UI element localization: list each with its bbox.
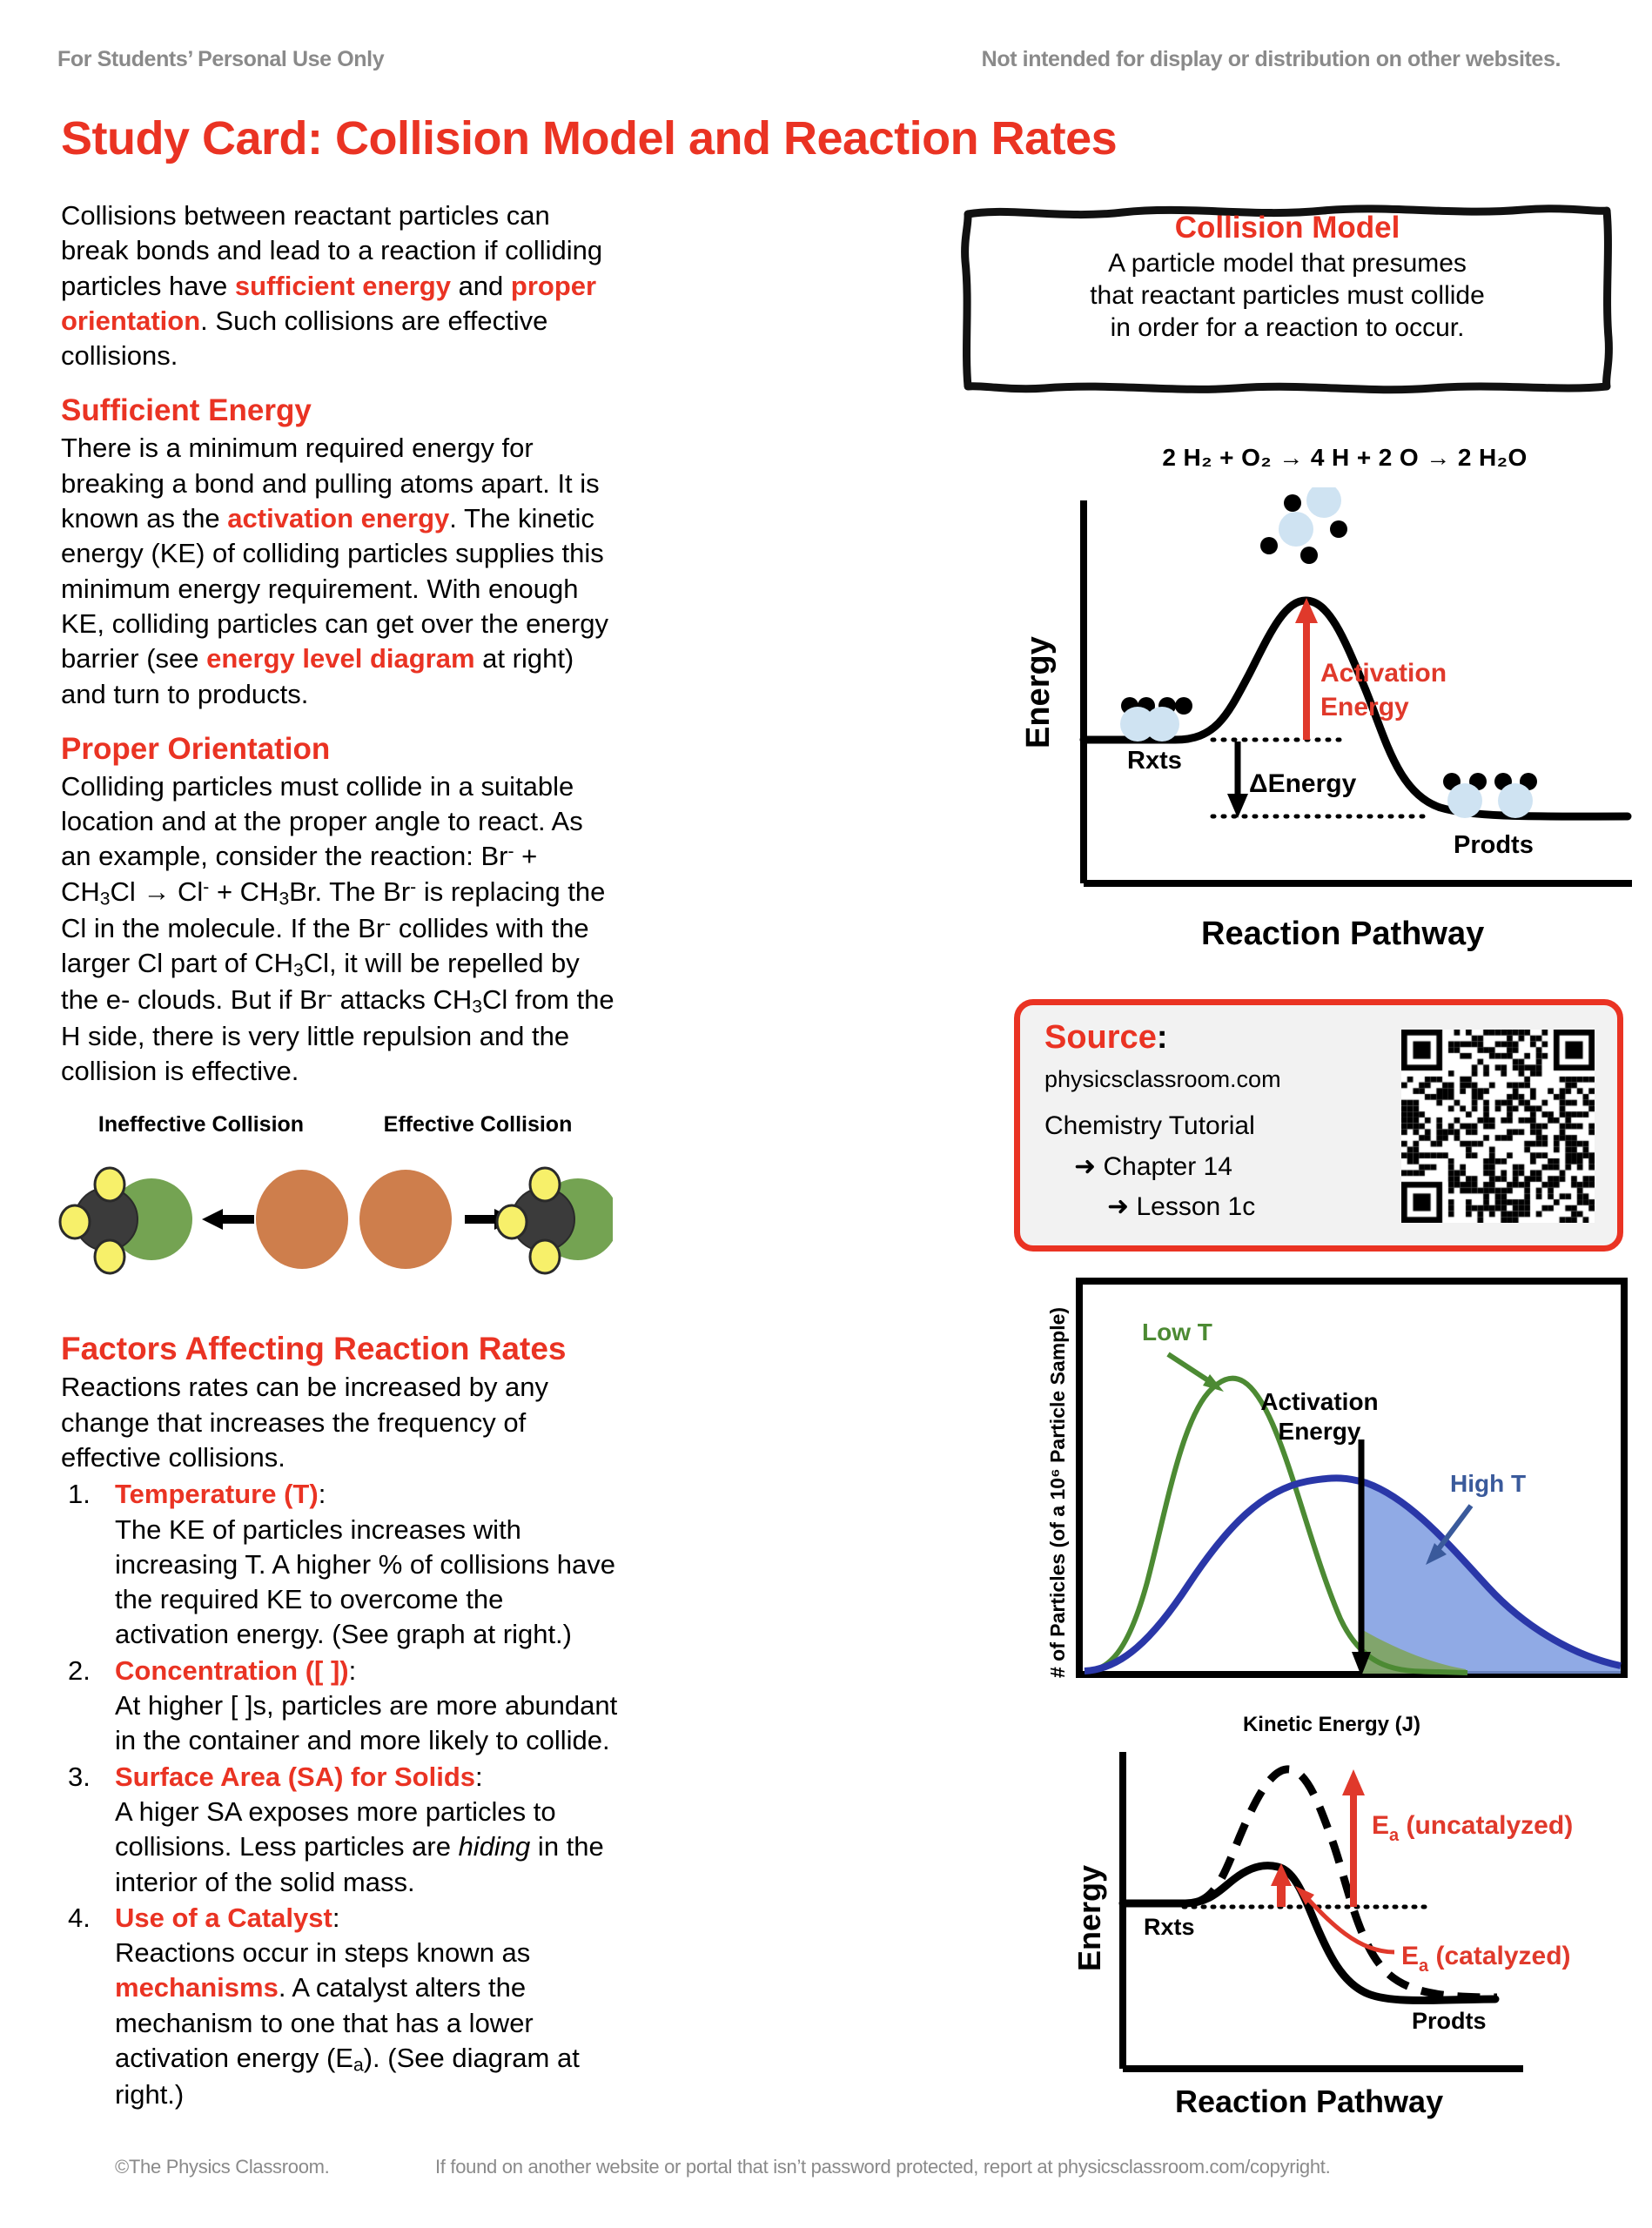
hydrogen-atom-effective-3 bbox=[530, 1240, 560, 1273]
reactant-particles bbox=[1120, 697, 1192, 742]
collision-model-line-1: A particle model that presumes bbox=[1108, 249, 1467, 278]
po-sub-3: 3 bbox=[293, 960, 304, 981]
factor-colon: : bbox=[318, 1479, 326, 1510]
source-line-3-text: Lesson 1c bbox=[1136, 1192, 1256, 1221]
mb-y-axis-label: # of Particles (of a 10⁶ Particle Sample) bbox=[1046, 1306, 1069, 1678]
header-left-notice: For Students’ Personal Use Only bbox=[57, 47, 385, 71]
x-axis-label: Reaction Pathway bbox=[1201, 916, 1485, 952]
collision-model-line-2: that reactant particles must collide bbox=[1090, 281, 1485, 311]
source-url[interactable]: physicsclassroom.com bbox=[1044, 1066, 1281, 1092]
po-sub-4: 3 bbox=[472, 997, 482, 1017]
factors-intro: Reactions rates can be increased by any change that increases the frequency of effective collisions. bbox=[61, 1372, 549, 1473]
arrow-icon: ➜ bbox=[1107, 1192, 1130, 1221]
mb-x-axis-label: Kinetic Energy (J) bbox=[1242, 1713, 1421, 1736]
transition-state-particles bbox=[1260, 487, 1347, 564]
factor-term: Surface Area (SA) for Solids bbox=[115, 1761, 476, 1792]
mb-chart-svg bbox=[1074, 1278, 1631, 1704]
factor-body-italic: hiding bbox=[458, 1831, 531, 1862]
low-t-label: Low T bbox=[1142, 1319, 1212, 1346]
factor-colon: : bbox=[332, 1902, 340, 1933]
rxts-label: Rxts bbox=[1144, 1914, 1195, 1940]
po-sup-5: - bbox=[326, 985, 333, 1006]
factor-body bbox=[115, 1936, 622, 2112]
po-text-5: Br. The Br bbox=[289, 876, 411, 907]
po-sub-1: 3 bbox=[99, 889, 111, 909]
x-axis-label: Reaction Pathway bbox=[1175, 2084, 1444, 2119]
high-t-label: High T bbox=[1450, 1470, 1527, 1497]
factor-number: 4. bbox=[68, 1902, 91, 1933]
se-text-1: There is a minimum required energy for breaking a bond and pulling atoms apart. It is known as the bbox=[61, 433, 600, 534]
heading-factors: Factors Affecting Reaction Rates bbox=[61, 1331, 567, 1366]
list-item bbox=[61, 1901, 622, 2113]
sufficient-energy-paragraph bbox=[61, 431, 618, 711]
po-text-8: Cl, it will be repelled by the e- clouds. But if Br bbox=[61, 948, 580, 1016]
factor-body-a: Reactions occur in steps known as bbox=[115, 1937, 531, 1969]
factor-term: Concentration ([ ]) bbox=[115, 1654, 349, 1686]
arrow-icon: ➜ bbox=[1074, 1152, 1097, 1181]
ineffective-collision-caption: Ineffective Collision bbox=[97, 1112, 305, 1137]
intro-bold-2: proper orientation bbox=[61, 270, 597, 336]
y-axis-label: Energy bbox=[1071, 1864, 1107, 1971]
catalyst-diagram-svg bbox=[1053, 1736, 1652, 2137]
factor-body-b: in the interior of the solid mass. bbox=[115, 1831, 604, 1897]
delta-energy-arrow bbox=[1227, 742, 1248, 818]
po-text-1: Colliding particles must collide in a suitable location and at the proper angle to react. As an example, consider the reaction: Br bbox=[61, 770, 583, 872]
y-axis-label: Energy bbox=[1020, 636, 1057, 748]
collision-model-title: Collision Model bbox=[1174, 211, 1400, 245]
hydrogen-atom-effective-2 bbox=[497, 1205, 527, 1238]
se-bold-2: energy level diagram bbox=[206, 643, 475, 674]
heading-proper-orientation: Proper Orientation bbox=[61, 731, 331, 766]
page-title: Study Card: Collision Model and Reaction Rates bbox=[61, 112, 1118, 164]
effective-collision-caption: Effective Collision bbox=[383, 1112, 573, 1137]
mb-y-axis-label-wrap bbox=[1022, 1278, 1069, 1687]
po-text-10: Cl from the H side, there is very little repulsion and the collision is effective. bbox=[61, 984, 614, 1087]
factor-number: 2. bbox=[68, 1654, 91, 1686]
po-sup-2: - bbox=[203, 876, 210, 897]
po-sup-3: - bbox=[410, 876, 417, 897]
source-label bbox=[1044, 1019, 1167, 1057]
intro-text-3: . Such collisions are effective collisions. bbox=[61, 305, 548, 372]
factor-body-b: . A catalyst alters the mechanism to one that has a lower activation energy (E bbox=[115, 1972, 534, 2074]
factor-term: Use of a Catalyst bbox=[115, 1902, 332, 1933]
energy-diagram-svg bbox=[988, 487, 1649, 988]
intro-text-2: and bbox=[450, 270, 511, 301]
list-item bbox=[61, 1477, 622, 1652]
delta-energy-label: ΔEnergy bbox=[1249, 769, 1357, 798]
po-sup-1: - bbox=[507, 842, 514, 862]
rxts-label: Rxts bbox=[1127, 747, 1182, 775]
collision-model-content bbox=[957, 198, 1617, 395]
hydrogen-atom-ineffective-1 bbox=[95, 1168, 124, 1201]
source-line-2 bbox=[1074, 1151, 1232, 1182]
activation-energy-label-line1: Activation bbox=[1260, 1388, 1379, 1415]
prodts-label: Prodts bbox=[1412, 2008, 1487, 2034]
se-text-3: at right) and turn to products. bbox=[61, 643, 574, 709]
activation-energy-label-line2: Energy bbox=[1278, 1418, 1361, 1445]
po-sup-4: - bbox=[385, 913, 392, 934]
reaction-equation: 2 H₂ + O₂ → 4 H + 2 O → 2 H₂O bbox=[1162, 444, 1528, 471]
factors-list bbox=[61, 1477, 622, 2112]
prodts-label: Prodts bbox=[1454, 831, 1534, 859]
source-label-text: Source bbox=[1044, 1019, 1157, 1056]
factors-section bbox=[61, 1330, 622, 2113]
list-item bbox=[61, 1760, 622, 1900]
intro-paragraph bbox=[61, 198, 618, 373]
factor-body: The KE of particles increases with increasing T. A higher % of collisions have the required KE to overcome the activation energy. (See graph at right.) bbox=[115, 1513, 615, 1650]
bromine-atom-ineffective bbox=[256, 1170, 348, 1269]
po-text-3: Cl → Cl bbox=[110, 876, 204, 907]
ea-uncatalyzed-label: $E_a$ (uncatalyzed) bbox=[1372, 1811, 1574, 1845]
arrow-left-ineffective bbox=[202, 1209, 254, 1230]
activation-energy-label-line2: Energy bbox=[1320, 693, 1409, 721]
factor-body bbox=[115, 1795, 622, 1900]
collision-model-line-3: in order for a reaction to occur. bbox=[1110, 313, 1465, 343]
collision-model-box bbox=[957, 198, 1617, 395]
source-line-1: Chemistry Tutorial bbox=[1044, 1111, 1255, 1140]
heading-sufficient-energy: Sufficient Energy bbox=[61, 393, 312, 428]
maxwell-boltzmann-chart bbox=[1027, 1278, 1636, 1748]
qr-code-icon[interactable] bbox=[1401, 1030, 1595, 1223]
se-text-2: . The kinetic energy (KE) of colliding particles supplies this minimum energy requirement. With enough KE, colliding particles can get over the energy barrier (see bbox=[61, 503, 608, 674]
source-line-2-text: Chapter 14 bbox=[1103, 1152, 1232, 1181]
activation-energy-arrow bbox=[1295, 598, 1318, 740]
factor-body-sub: a bbox=[353, 2055, 364, 2076]
po-text-9: attacks CH bbox=[332, 984, 473, 1016]
factor-colon: : bbox=[475, 1761, 483, 1792]
header-right-notice: Not intended for display or distribution on other websites. bbox=[981, 47, 1561, 71]
po-text-6: is replacing the Cl in the molecule. If the Br bbox=[61, 876, 606, 943]
se-bold-1: activation energy bbox=[227, 503, 450, 534]
activation-energy-label-line1: Activation bbox=[1320, 659, 1447, 688]
hydrogen-atom-effective-1 bbox=[530, 1168, 560, 1201]
factor-term: Temperature (T) bbox=[115, 1479, 319, 1510]
source-line-3 bbox=[1107, 1191, 1255, 1222]
source-label-colon: : bbox=[1156, 1019, 1168, 1056]
left-column bbox=[61, 198, 618, 1090]
po-text-7: collides with the larger Cl part of CH bbox=[61, 912, 589, 979]
energy-level-diagram bbox=[988, 444, 1649, 983]
factor-body-a: A higer SA exposes more particles to collisions. Less particles are bbox=[115, 1795, 556, 1862]
po-text-2: + CH bbox=[61, 841, 538, 907]
factor-body-bold: mechanisms bbox=[115, 1972, 279, 2003]
bromine-atom-effective bbox=[359, 1170, 452, 1269]
collision-figures bbox=[56, 1112, 613, 1286]
collision-figures-svg bbox=[56, 1154, 613, 1285]
intro-text-1: Collisions between reactant particles can break bonds and lead to a reaction if colliding particles have bbox=[61, 200, 603, 301]
factor-number: 1. bbox=[68, 1479, 91, 1510]
catalyst-energy-diagram bbox=[1053, 1736, 1652, 2137]
footer-notice: If found on another website or portal that isn’t password protected, report at physicsclassroom.com/copyright. bbox=[435, 2156, 1331, 2178]
source-box[interactable] bbox=[1014, 999, 1623, 1252]
hydrogen-atom-ineffective-3 bbox=[95, 1240, 124, 1273]
factor-number: 3. bbox=[68, 1761, 91, 1792]
intro-bold-1: sufficient energy bbox=[234, 270, 451, 301]
factor-body: At higher [ ]s, particles are more abundant in the container and more likely to collide. bbox=[115, 1690, 618, 1756]
proper-orientation-paragraph bbox=[61, 769, 618, 1090]
ea-catalyzed-label: $E_a$ (catalyzed) bbox=[1401, 1942, 1571, 1976]
list-item bbox=[61, 1654, 622, 1759]
po-sub-2: 3 bbox=[279, 889, 290, 909]
hydrogen-atom-ineffective-2 bbox=[60, 1205, 90, 1238]
factor-body-c: ). (See diagram at right.) bbox=[115, 2043, 580, 2111]
factor-colon: : bbox=[348, 1654, 357, 1686]
footer-copyright: ©The Physics Classroom. bbox=[115, 2156, 330, 2178]
po-text-4: + CH bbox=[209, 876, 279, 907]
